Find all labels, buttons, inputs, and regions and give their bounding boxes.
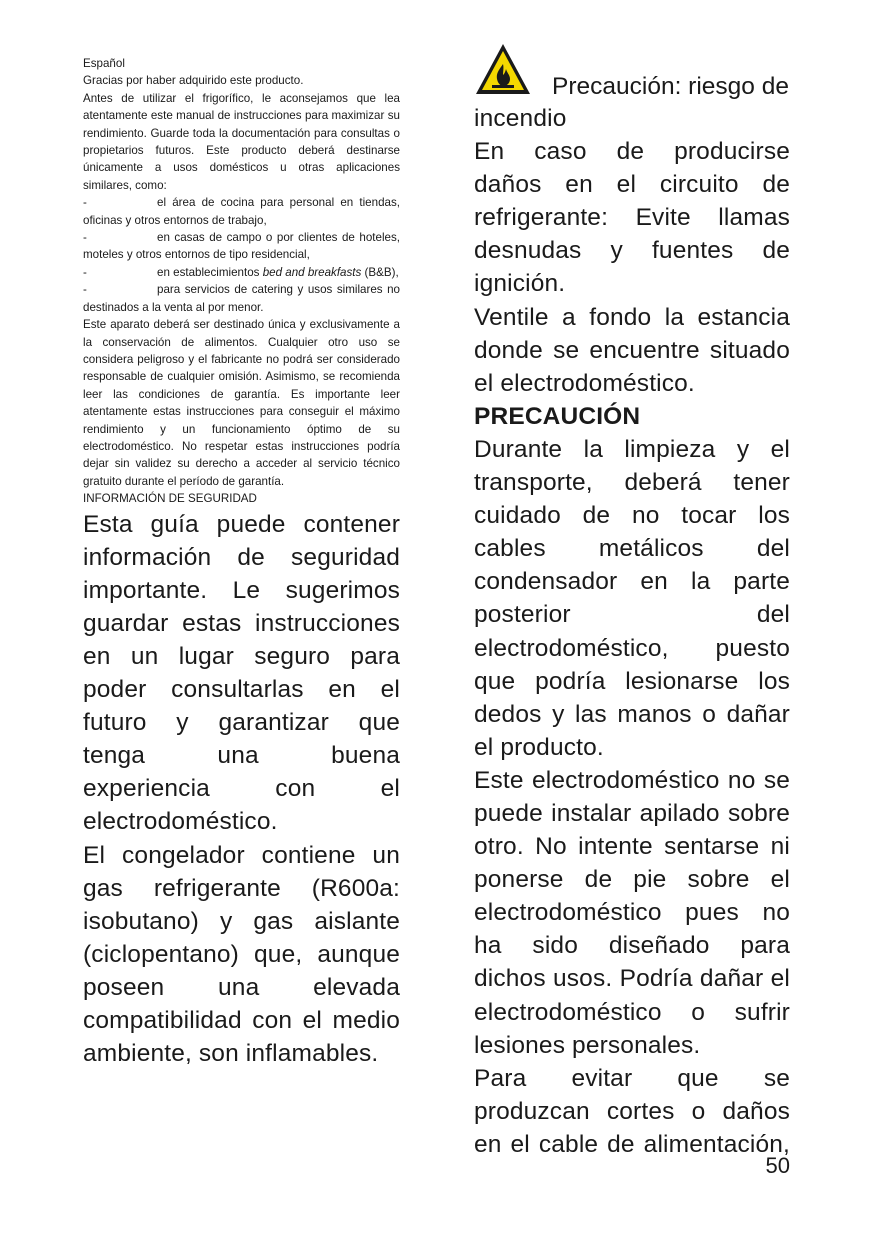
use-item-1: - el área de cocina para personal en tiendas, oficinas y otros entornos de trabajo, [83,196,400,227]
right-column [474,42,790,1161]
use-item-4: - para servicios de catering y usos similares no destinados a la venta al por menor. [83,283,400,314]
warning-header [474,42,790,100]
warning-title-line2: incendio [474,105,567,132]
left-column [83,55,400,1070]
fire-hazard-icon [474,42,532,96]
safety-heading: INFORMACIÓN DE SEGURIDAD [83,492,257,506]
usage-note: Este aparato deberá ser destinado única y exclusivamente a la conservación de alimentos. Cualquier otro uso se considera peligroso y el fabricante no podrá ser considerado responsable de cualquier omisión. Asimismo, se recomienda leer las condiciones de garantía. Es importante leer atentamente estas instrucciones para conseguir el máximo rendimiento y un funcionamiento óptimo de su electrodoméstico. No respetar estas instrucciones podría dejar sin validez su derecho a acceder al servicio técnico gratuito durante el período de garantía. [83,318,400,488]
safety-paragraph: Esta guía puede contener información de seguridad importante. Le sugerimos guardar estas instrucciones en un lugar seguro para poder consultarlas en el futuro y garantizar que tenga una buena experiencia con el electrodoméstico. [83,510,400,836]
stacking-paragraph: Este electrodoméstico no se puede instalar apilado sobre otro. No intente sentarse ni ponerse de pie sobre el electrodoméstico pues no ha sido diseñado para dichos usos. Podría dañar el electrodoméstico o sufrir lesiones personales. [474,766,790,1059]
intro-paragraph: Antes de utilizar el frigorífico, le aconsejamos que lea atentamente este manual de instrucciones para maximizar su rendimiento. Guarde toda la documentación para consultas o propietarios futuros. Este producto deberá destinarse únicamente a usos domésticos u otras aplicaciones similares, como: [83,91,400,192]
language-label: Español [83,57,125,70]
caution-heading: PRECAUCIÓN [474,402,641,430]
gas-paragraph: El congelador contiene un gas refrigerante (R600a: isobutano) y gas aislante (ciclopentano) que, aunque poseen una elevada compatibilidad con el medio ambiente, son inflamables. [83,841,400,1068]
use-item-3: - en establecimientos bed and breakfasts (B&B), [83,265,399,279]
cleaning-paragraph: Durante la limpieza y el transporte, deberá tener cuidado de no tocar los cables metálicos del condensador en la parte posterior del electrodoméstico, puesto que podría lesionarse los dedos y las manos o dañar el producto. [474,435,790,761]
thanks-text: Gracias por haber adquirido este producto. [83,74,304,88]
cable-paragraph: Para evitar que se produzcan cortes o daños en el cable de alimentación, [474,1064,790,1158]
ventilate-paragraph: Ventile a fondo la estancia donde se encuentre situado el electrodoméstico. [474,303,790,397]
use-item-2: - en casas de campo o por clientes de hoteles, moteles y otros entornos de tipo residencial, [83,231,400,262]
warning-title-line1: Precaución: riesgo de [552,73,789,100]
fire-paragraph: En caso de producirse daños en el circuito de refrigerante: Evite llamas desnudas y fuentes de ignición. [474,138,790,298]
page-number: 50 [765,1153,790,1178]
